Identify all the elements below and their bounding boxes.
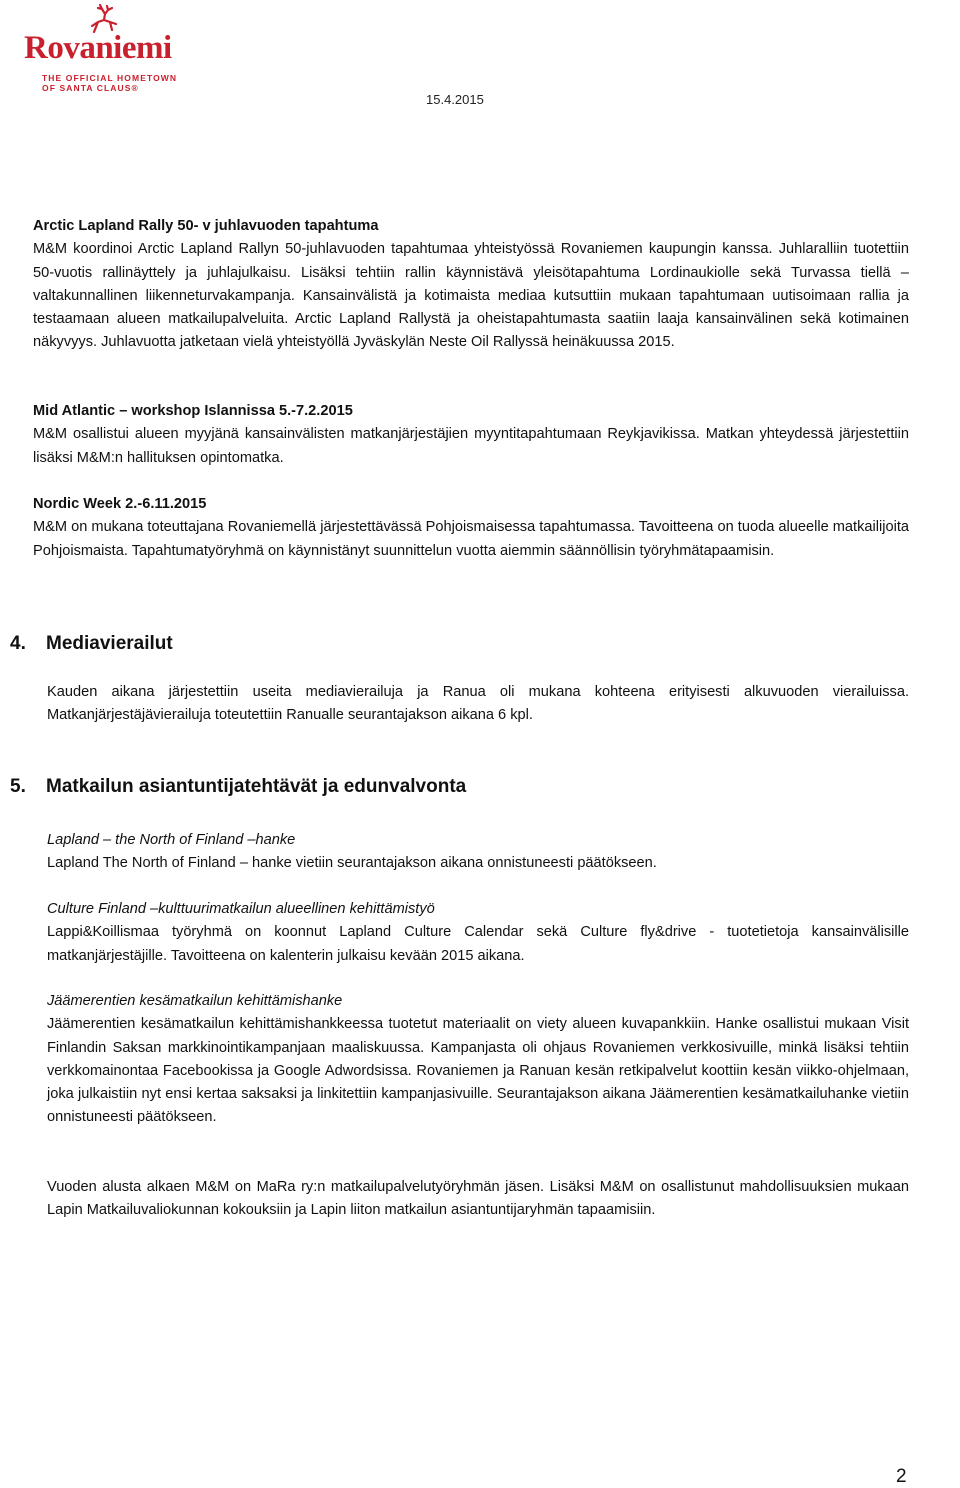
section-5-heading: [10, 776, 466, 798]
section-number: 5.: [10, 776, 26, 797]
culture-body: Lappi&Koillismaa työryhmä on koonnut Lapland Culture Calendar sekä Culture fly&drive - tuotetietoja kansainvälisille matkanjärjestäjille. Tavoitteena on kalenterin julkaisu kevään 2015 aikana.: [47, 924, 909, 964]
section-4-body: Kauden aikana järjestettiin useita mediavierailuja ja Ranua oli mukana kohteena erityisesti alkuvuoden vierailuissa. Matkanjärjestäjävierailuja toteutettiin Ranualle seurantajakson aikana 6 kpl.: [47, 684, 909, 724]
section-title: Mediavierailut: [46, 633, 173, 654]
rovaniemi-logo: [22, 4, 202, 94]
nordic-week-body: M&M on mukana toteuttajana Rovaniemellä järjestettävässä Pohjoismaisessa tapahtumassa. Tavoitteena on tuoda alueelle matkailijoita Pohjoismaista. Tapahtumatyöryhmä on käynnistänyt suunnittelun vuotta aiemmin säännöllisin työryhmätapaamisin.: [33, 519, 909, 559]
closing-paragraph: Vuoden alusta alkaen M&M on MaRa ry:n matkailupalvelutyöryhmän jäsen. Lisäksi M&M on osallistunut mahdollisuuksien mukaan Lapin Matkailuvaliokunnan kokouksiin ja Lapin liiton matkailun asiantuntijaryhmän tapaamisiin.: [47, 1179, 909, 1219]
culture-heading: Culture Finland –kulttuurimatkailun alueellinen kehittämistyö: [47, 901, 435, 917]
header-date: 15.4.2015: [426, 92, 484, 107]
lapland-subsection: [47, 829, 909, 876]
jaamerentien-body: Jäämerentien kesämatkailun kehittämishankkeessa tuotetut materiaalit on viety alueen kuvapankkiin. Hanke osallistui mukaan Visit Finlandin Saksan markkinointikampanjaan maaliskuussa. Kampanjasta oli ohjaus Rovaniemen verkkosivuille, minkä lisäksi tehtiin verkkomainontaa Facebookissa ja Google Adwordsissa. Rovaniemen ja Ranuan kesän retkipalvelut koottiin kesän viikko-ohjelmaan, joka julkaistiin nyt ensi kertaa saksaksi ja linkitettiin kampanjasivuille. Seurantajakson aikana Jäämerentien kesämatkailuhanke vietiin onnistuneesti päätökseen.: [47, 1016, 909, 1126]
nordic-week-section: [33, 493, 909, 563]
logo-wordmark: Rovaniemi: [24, 30, 172, 66]
logo-tagline: OF SANTA CLAUS®: [42, 83, 139, 93]
section-4-heading: [10, 633, 173, 655]
jaamerentien-heading: Jäämerentien kesämatkailun kehittämishanke: [47, 993, 343, 1009]
rally-body: M&M koordinoi Arctic Lapland Rallyn 50-juhlavuoden tapahtumaa yhteistyössä Rovaniemen kaupungin kanssa. Juhlaralliin tuotettiin 50-vuotis rallinäyttely ja juhlajulkaisu. Lisäksi tehtiin rallin käynnistävä yleisötapahtuma Lordinaukiolle sekä Turvassa tiellä – valtakunnallinen liikenneturvakampanja. Kansainvälistä ja kotimaista mediaa kutsuttiin mukaan tapahtumaan uutisoimaan rallia ja testaamaan alueen matkailupalveluita. Arctic Lapland Rallystä ja oheistapahtumasta saatiin laaja kansainvälinen sekä kotimainen näkyvyys. Juhlavuotta jatketaan vielä yhteistyöllä Jyväskylän Neste Oil Rallyssä heinäkuussa 2015.: [33, 241, 909, 351]
lapland-body: Lapland The North of Finland – hanke vietiin seurantajakson aikana onnistuneesti päätökseen.: [47, 855, 657, 872]
rally-heading: Arctic Lapland Rally 50- v juhlavuoden tapahtuma: [33, 218, 379, 234]
lapland-heading: Lapland – the North of Finland –hanke: [47, 832, 296, 848]
section-number: 4.: [10, 633, 26, 654]
culture-subsection: [47, 898, 909, 968]
mid-atlantic-section: [33, 400, 909, 470]
section-title: Matkailun asiantuntijatehtävät ja edunvalvonta: [46, 776, 467, 797]
page-number: 2: [896, 1466, 907, 1487]
mid-atlantic-body: M&M osallistui alueen myyjänä kansainvälisten matkanjärjestäjien myyntitapahtumaan Reykjavikissa. Matkan yhteydessä järjestettiin lisäksi M&M:n hallituksen opintomatka.: [33, 426, 909, 466]
jaamerentien-subsection: [47, 990, 909, 1130]
nordic-week-heading: Nordic Week 2.-6.11.2015: [33, 496, 207, 512]
mid-atlantic-heading: Mid Atlantic – workshop Islannissa 5.-7.2.2015: [33, 403, 353, 419]
logo-tagline: THE OFFICIAL HOMETOWN: [42, 73, 178, 83]
rally-section: [33, 215, 909, 355]
